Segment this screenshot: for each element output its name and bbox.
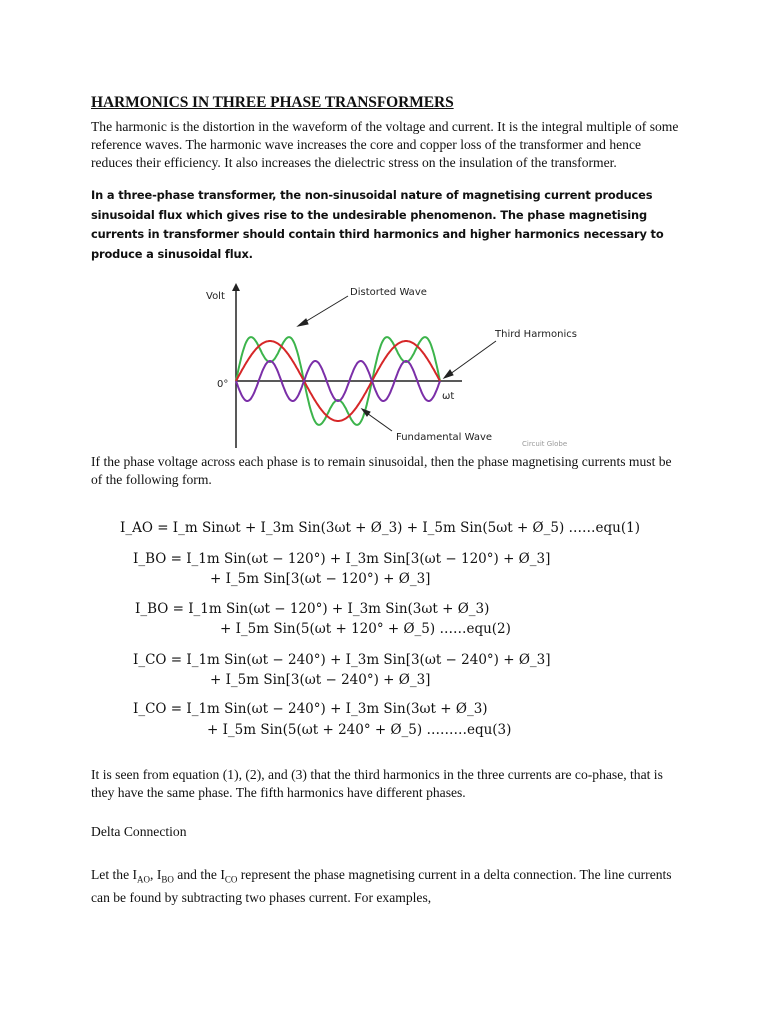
harmonics-figure	[200, 283, 580, 453]
equation-3a-line-2: + I_5m Sin[3(ωt − 240°) + Ø_3]	[210, 672, 431, 688]
equation-2b-line-1: I_BO = I_1m Sin(ωt − 120°) + I_3m Sin(3ωt + Ø_3)	[135, 601, 490, 617]
delta-text-2: , I	[150, 867, 162, 882]
delta-text-3: and the I	[173, 867, 225, 882]
equation-3b-line-1: I_CO = I_1m Sin(ωt − 240°) + I_3m Sin(3ωt + Ø_3)	[133, 701, 488, 717]
distorted-wave-label: Distorted Wave	[350, 287, 427, 298]
third-harmonics-label: Third Harmonics	[495, 329, 577, 340]
fundamental-wave-label: Fundamental Wave	[396, 432, 493, 443]
delta-heading: Delta Connection	[91, 824, 187, 839]
y-axis-label: Volt	[206, 291, 225, 302]
intro-paragraph: The harmonic is the distortion in the waveform of the voltage and current. It is the integral multiple of some reference waves. The harmonic wave increases the core and copper loss of the transformer and hence reduces their efficiency. It also increases the dielectric stress on the insulation of the transformer.	[91, 119, 679, 170]
equation-3b-line-2: + I_5m Sin(5(ωt + 240° + Ø_5) ………equ(3)	[207, 722, 512, 738]
equation-3a-line-1: I_CO = I_1m Sin(ωt − 240°) + I_3m Sin[3(ωt − 240°) + Ø_3]	[133, 652, 551, 668]
watermark: Circuit Globe	[522, 440, 568, 448]
y-axis-arrow	[232, 283, 240, 291]
equation-2a-line-2: + I_5m Sin[3(ωt − 120°) + Ø_3]	[210, 571, 431, 587]
page-title: HARMONICS IN THREE PHASE TRANSFORMERS	[91, 94, 454, 111]
document-page	[91, 94, 681, 264]
delta-text-1: Let the I	[91, 867, 138, 882]
x-axis-label: ωt	[442, 391, 455, 402]
delta-sub-bo: BO	[161, 874, 174, 885]
delta-sub-co: CO	[224, 874, 238, 885]
cophase-paragraph: It is seen from equation (1), (2), and (3) that the third harmonics in the three currents are co-phase, that is they have the same phase. The fifth harmonics have different phases.	[91, 767, 663, 800]
origin-label: 0°	[217, 379, 229, 390]
annotation-arrows	[298, 296, 496, 431]
equation-2b-line-2: + I_5m Sin(5(ωt + 120° + Ø_5) ……equ(2)	[220, 621, 511, 637]
equation-2a-line-1: I_BO = I_1m Sin(ωt − 120°) + I_3m Sin[3(ωt − 120°) + Ø_3]	[133, 551, 551, 567]
delta-text-4: represent the phase magnetising current in a delta connection. The line currents can be found by subtracting two phases current. For examples,	[91, 867, 672, 905]
voltage-paragraph: If the phase voltage across each phase is to remain sinusoidal, then the phase magnetising currents must be of the following form.	[91, 454, 672, 487]
bold-paragraph: In a three-phase transformer, the non-sinusoidal nature of magnetising current produces sinusoidal flux which gives rise to the undesirable phenomenon. The phase magnetising currents in transformer should contain third harmonics and higher harmonics necessary to produce a sinusoidal flux.	[91, 188, 664, 261]
delta-sub-ao: AO	[137, 874, 151, 885]
delta-paragraph	[91, 866, 681, 907]
equation-1: I_AO = I_m Sinωt + I_3m Sin(3ωt + Ø_3) + I_5m Sin(5ωt + Ø_5) ……equ(1)	[120, 520, 640, 536]
